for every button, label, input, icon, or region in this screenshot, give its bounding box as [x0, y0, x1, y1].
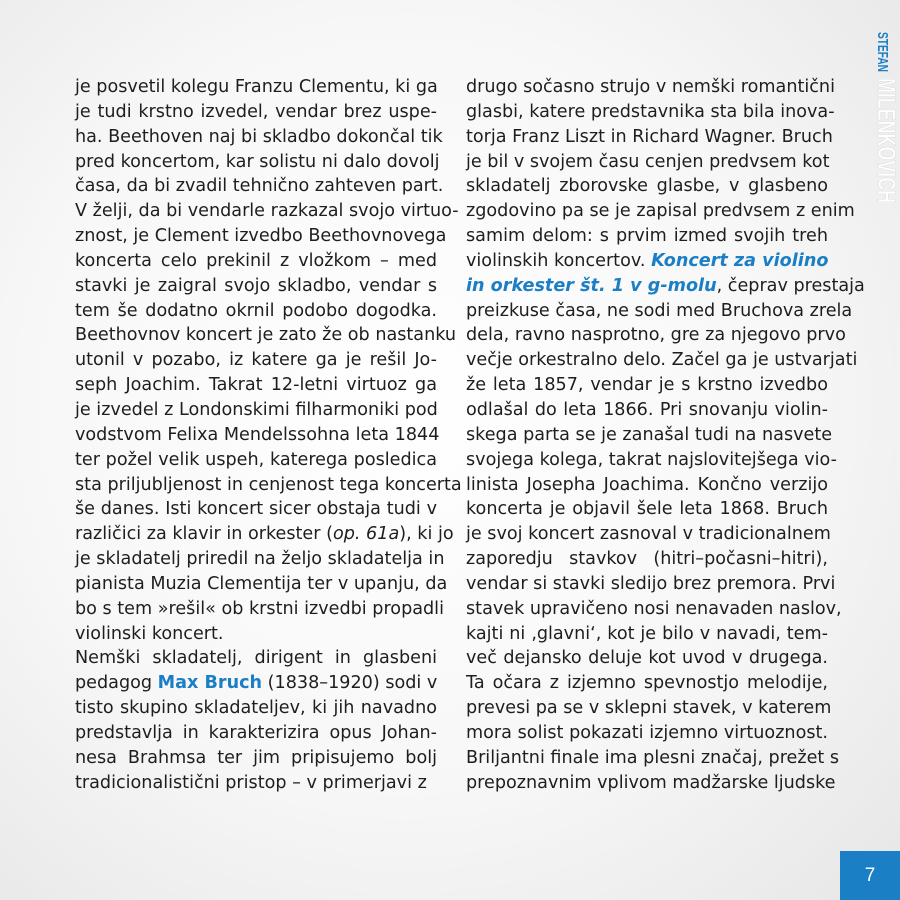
text-segment: nesa Brahmsa ter jim pripisujemo bolj [75, 747, 437, 768]
text-line [75, 100, 437, 125]
text-segment: koncerta celo prekinil z vložkom – med [75, 250, 437, 271]
text-segment: mora solist pokazati izjemno virtuoznost. [466, 722, 828, 743]
text-segment: preizkuse časa, ne sodi med Bruchova zrela [466, 300, 853, 321]
text-line [466, 398, 828, 423]
text-line [466, 199, 855, 224]
text-segment: časa, da bi zvadil tehnično zahteven part. [75, 176, 444, 197]
text-segment: je skladatelj priredil na željo skladatelja in [75, 549, 445, 570]
text-segment: je bil v svojem času cenjen predvsem kot [466, 151, 830, 172]
text-segment: zgodovino pa se je zapisal predvsem z enim [466, 201, 855, 222]
text-line [75, 249, 437, 274]
italic-text: op. 61a [332, 524, 400, 545]
text-segment: je tudi krstno izvedel, vendar brez uspe- [75, 101, 437, 122]
text-segment: je izvedel z Londonskimi filharmoniki pod [75, 399, 438, 420]
text-line [466, 696, 832, 721]
text-segment: pred koncertom, kar solistu ni dalo dovolj [75, 151, 440, 172]
text-line [466, 522, 831, 547]
text-line [75, 547, 445, 572]
text-line [75, 696, 437, 721]
text-segment: dela, ravno nasprotno, gre za njegovo prvo [466, 325, 846, 346]
text-segment: zaporedju stavkov (hitri–počasni–hitri), [466, 549, 828, 570]
text-line [75, 448, 437, 473]
text-line [466, 448, 837, 473]
text-segment: predstavlja in karakterizira opus Johan- [75, 722, 437, 743]
text-segment: glasbi, katere predstavnika sta bila inova- [466, 101, 835, 122]
text-line [466, 473, 828, 498]
text-segment: Ta očara z izjemno spevnostjo melodije, [466, 673, 828, 694]
text-line [75, 323, 457, 348]
text-line [466, 150, 828, 175]
text-line [75, 522, 454, 547]
text-line [75, 398, 437, 423]
text-line [75, 274, 437, 299]
text-line [466, 224, 828, 249]
text-segment: kajti ni ‚glavni‘, kot je bilo v navadi, tem- [466, 623, 828, 644]
text-line [466, 75, 835, 100]
text-line [466, 274, 865, 299]
text-column-left [75, 75, 462, 795]
text-segment: skega parta se je zanašal tudi na nasvete [466, 424, 833, 445]
text-line [75, 224, 447, 249]
text-segment: tisto skupino skladateljev, ki jih navadno [75, 698, 437, 719]
text-line [75, 721, 437, 746]
text-segment: Beethovnov koncert je zato že ob nastanku [75, 325, 457, 346]
text-line [75, 150, 440, 175]
text-line [466, 721, 828, 746]
text-segment: ter požel velik uspeh, katerega posledica [75, 449, 437, 470]
text-line [466, 646, 828, 671]
text-segment: Briljantni finale ima plesni značaj, prežet s [466, 747, 840, 768]
author-first-name: STEFAN [874, 32, 891, 92]
text-segment: , čeprav prestaja [716, 275, 865, 296]
text-line [75, 771, 437, 796]
text-column-right [466, 75, 865, 795]
text-segment: ha. Beethoven naj bi skladbo dokončal tik [75, 126, 443, 147]
text-line [75, 373, 437, 398]
text-line [75, 597, 444, 622]
text-line [466, 597, 842, 622]
text-line [466, 323, 846, 348]
page-number: 7 [864, 864, 876, 886]
text-segment: V želji, da bi vendarle razkazal svojo virtuo- [75, 201, 459, 222]
text-line [466, 348, 858, 373]
text-line [75, 174, 444, 199]
text-segment: samim delom: s prvim izmed svojih treh [466, 226, 828, 247]
text-line [75, 646, 437, 671]
text-line [75, 423, 440, 448]
text-segment: linista Josepha Joachima. Končno verzijo [466, 474, 828, 495]
text-segment: svojega kolega, takrat najslovitejšega vio- [466, 449, 837, 470]
text-line [75, 348, 437, 373]
text-line [466, 174, 828, 199]
text-segment: stavki je zaigral svojo skladbo, vendar s [75, 275, 437, 296]
highlighted-text: in orkester št. 1 v g-molu [466, 275, 717, 296]
text-line [466, 671, 828, 696]
text-segment: vodstvom Felixa Mendelssohna leta 1844 [75, 424, 440, 445]
text-line [466, 100, 835, 125]
text-segment: še danes. Isti koncert sicer obstaja tudi v [75, 499, 437, 520]
author-last-name: MILENKOVICH [872, 78, 900, 253]
text-line [466, 299, 853, 324]
author-name-vertical [856, 16, 900, 253]
text-segment: odlašal do leta 1866. Pri snovanju violin- [466, 399, 828, 420]
text-segment: skladatelj zborovske glasbe, v glasbeno [466, 176, 828, 197]
text-segment: torja Franz Liszt in Richard Wagner. Bruch [466, 126, 833, 147]
text-segment: pedagog [75, 673, 158, 694]
highlighted-text: Max Bruch [157, 673, 263, 694]
text-segment: (1838–1920) sodi v [262, 673, 438, 694]
highlighted-text: Koncert za violino [651, 250, 829, 271]
text-segment: že leta 1857, vendar je s krstno izvedbo [466, 375, 828, 396]
text-line [75, 671, 437, 696]
text-segment: tradicionalistični pristop – v primerjavi z [75, 772, 427, 793]
text-line [466, 497, 828, 522]
text-segment: drugo sočasno strujo v nemški romantični [466, 77, 835, 97]
text-line [75, 473, 462, 498]
text-line [75, 199, 459, 224]
text-segment: je posvetil kolegu Franzu Clementu, ki ga [75, 77, 438, 97]
text-line [75, 572, 448, 597]
text-segment: večje orkestralno delo. Začel ga je ustvarjati [466, 350, 858, 371]
text-segment: prevesi pa se v sklepni stavek, v katerem [466, 698, 832, 719]
text-segment: utonil v pozabo, iz katere ga je rešil Jo- [75, 350, 437, 371]
text-line [466, 572, 836, 597]
text-segment: različici za klavir in orkester ( [75, 524, 333, 545]
text-segment: violinskih koncertov. [466, 250, 652, 271]
text-segment: koncerta je objavil šele leta 1868. Bruch [466, 499, 828, 520]
text-line [75, 75, 437, 100]
text-line [75, 299, 437, 324]
text-segment: sta priljubljenost in cenjenost tega koncerta [75, 474, 462, 495]
text-line [75, 125, 443, 150]
text-segment: bo s tem »rešil« ob krstni izvedbi propadli [75, 598, 444, 619]
text-segment: violinski koncert. [75, 623, 224, 644]
text-segment: vendar si stavki sledijo brez premora. Prvi [466, 573, 836, 594]
text-line [466, 547, 828, 572]
text-line [466, 622, 828, 647]
page-number-box [840, 851, 900, 900]
text-line [75, 497, 437, 522]
text-segment: tem še dodatno okrnil podobo dogodka. [75, 300, 437, 321]
text-line [466, 423, 833, 448]
text-line [75, 746, 437, 771]
text-segment: pianista Muzia Clementija ter v upanju, da [75, 573, 448, 594]
text-segment: več dejansko deluje kot uvod v drugega. [466, 648, 828, 669]
text-segment: ), ki jo [399, 524, 454, 545]
text-line [466, 771, 836, 796]
text-segment: seph Joachim. Takrat 12-letni virtuoz ga [75, 375, 437, 396]
text-line [466, 249, 828, 274]
text-segment: znost, je Clement izvedbo Beethovnovega [75, 226, 447, 247]
text-segment: Nemški skladatelj, dirigent in glasbeni [75, 648, 437, 669]
text-segment: stavek upravičeno nosi nenavaden naslov, [466, 598, 842, 619]
text-line [466, 373, 828, 398]
text-segment: prepoznavnim vplivom madžarske ljudske [466, 772, 836, 793]
text-line [75, 622, 437, 647]
text-line [466, 125, 833, 150]
text-line [466, 746, 840, 771]
text-segment: je svoj koncert zasnoval v tradicionalnem [466, 524, 831, 545]
